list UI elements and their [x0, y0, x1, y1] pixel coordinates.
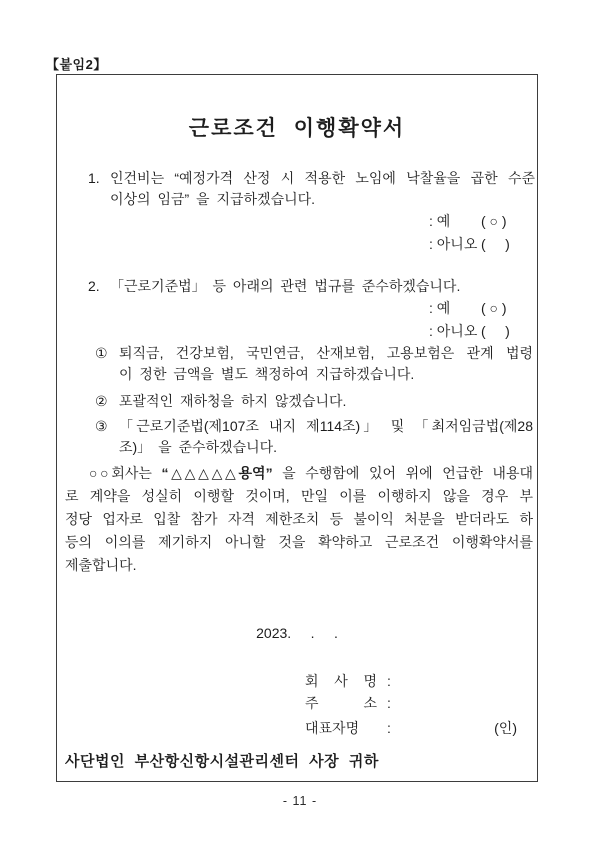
clause-2-number: 2.: [88, 278, 100, 294]
subclause-2-line-1: 포괄적인 재하청을 하지 않겠습니다.: [119, 393, 347, 409]
date-line: 2023. . .: [256, 625, 338, 641]
document-box: [56, 74, 538, 782]
subclause-2-number: ②: [95, 393, 108, 409]
signature-row-ceo: [305, 717, 537, 739]
clause-1-number: 1.: [88, 170, 100, 186]
address-label: 주 소: [305, 695, 377, 711]
clause-2-line-1: 「근로기준법」 등 아래의 관련 법규를 준수하겠습니다.: [110, 278, 461, 294]
address-colon: :: [387, 695, 391, 711]
pledge-line-5: 제출합니다.: [65, 557, 137, 573]
signature-row-address: [305, 692, 537, 714]
subclause-3: [95, 416, 533, 458]
pledge-line-4: 등의 이의를 제기하지 아니할 것을 확약하고 근로조건 이행확약서를: [65, 534, 533, 550]
pledge-service-name: “△△△△△용역”: [161, 465, 273, 481]
answer-yes-mark: ( ○ ): [481, 213, 507, 229]
pledge-line-1-prefix: ○○회사는: [89, 465, 162, 481]
answer-yes: [429, 210, 537, 233]
clause-1-line-2: 이상의 임금” 을 지급하겠습니다.: [110, 191, 316, 207]
pledge-paragraph: [65, 462, 533, 577]
subclause-3-line-1: 「근로기준법(제107조 내지 제114조)」 및 「최저임금법(제28: [119, 418, 533, 434]
answer-no-mark: ( ): [481, 323, 510, 339]
clause-1-line-1: 인건비는 “예정가격 산정 시 적용한 노임에 낙찰율을 곱한 수준: [110, 170, 535, 186]
company-name-colon: :: [387, 673, 391, 689]
signature-row-company: [305, 670, 537, 692]
document-title: 근로조건 이행확약서: [188, 117, 406, 140]
answer-no: [429, 320, 537, 343]
ceo-name-colon: :: [387, 720, 391, 736]
subclause-2: [95, 391, 533, 412]
stamp-mark: (인): [494, 720, 517, 736]
attachment-label: 【붙임2】: [46, 57, 107, 72]
pledge-line-2: 로 계약을 성실히 이행할 것이며, 만일 이를 이행하지 않을 경우 부: [65, 488, 533, 504]
subclause-1-line-1: 퇴직금, 건강보험, 국민연금, 산재보험, 고용보험은 관계 법령: [119, 345, 533, 361]
subclause-1: [95, 343, 533, 385]
company-name-label: 회 사 명: [305, 673, 377, 689]
answer-no-label: : 아니오: [429, 323, 478, 339]
pledge-line-1-suffix: 을 수행함에 있어 위에 언급한 내용대: [272, 465, 533, 481]
pledge-line-3: 정당 업자로 입찰 참가 자격 제한조치 등 불이익 처분을 받더라도 하: [65, 511, 533, 527]
subclause-1-line-2: 이 정한 금액을 별도 책정하여 지급하겠습니다.: [119, 366, 415, 382]
clause-2: [88, 276, 535, 297]
clause-2-answers: [429, 297, 537, 343]
subclause-3-number: ③: [95, 418, 108, 434]
clause-1: [88, 168, 535, 210]
answer-no: [429, 233, 537, 256]
page-number: - 11 -: [282, 794, 318, 808]
answer-yes-label: : 예: [429, 213, 451, 229]
answer-yes-label: : 예: [429, 300, 451, 316]
answer-yes-mark: ( ○ ): [481, 300, 507, 316]
answer-yes: [429, 297, 537, 320]
signature-block: [305, 670, 537, 739]
subclause-1-number: ①: [95, 345, 108, 361]
answer-no-mark: ( ): [481, 236, 510, 252]
addressee-line: 사단법인 부산항신항시설관리센터 사장 귀하: [65, 753, 379, 770]
answer-no-label: : 아니오: [429, 236, 478, 252]
pledge-line-1: [65, 462, 533, 485]
clause-1-answers: [429, 210, 537, 256]
ceo-name-label: 대표자명: [305, 720, 360, 736]
subclause-3-line-2: 조)」 을 준수하겠습니다.: [119, 439, 278, 455]
